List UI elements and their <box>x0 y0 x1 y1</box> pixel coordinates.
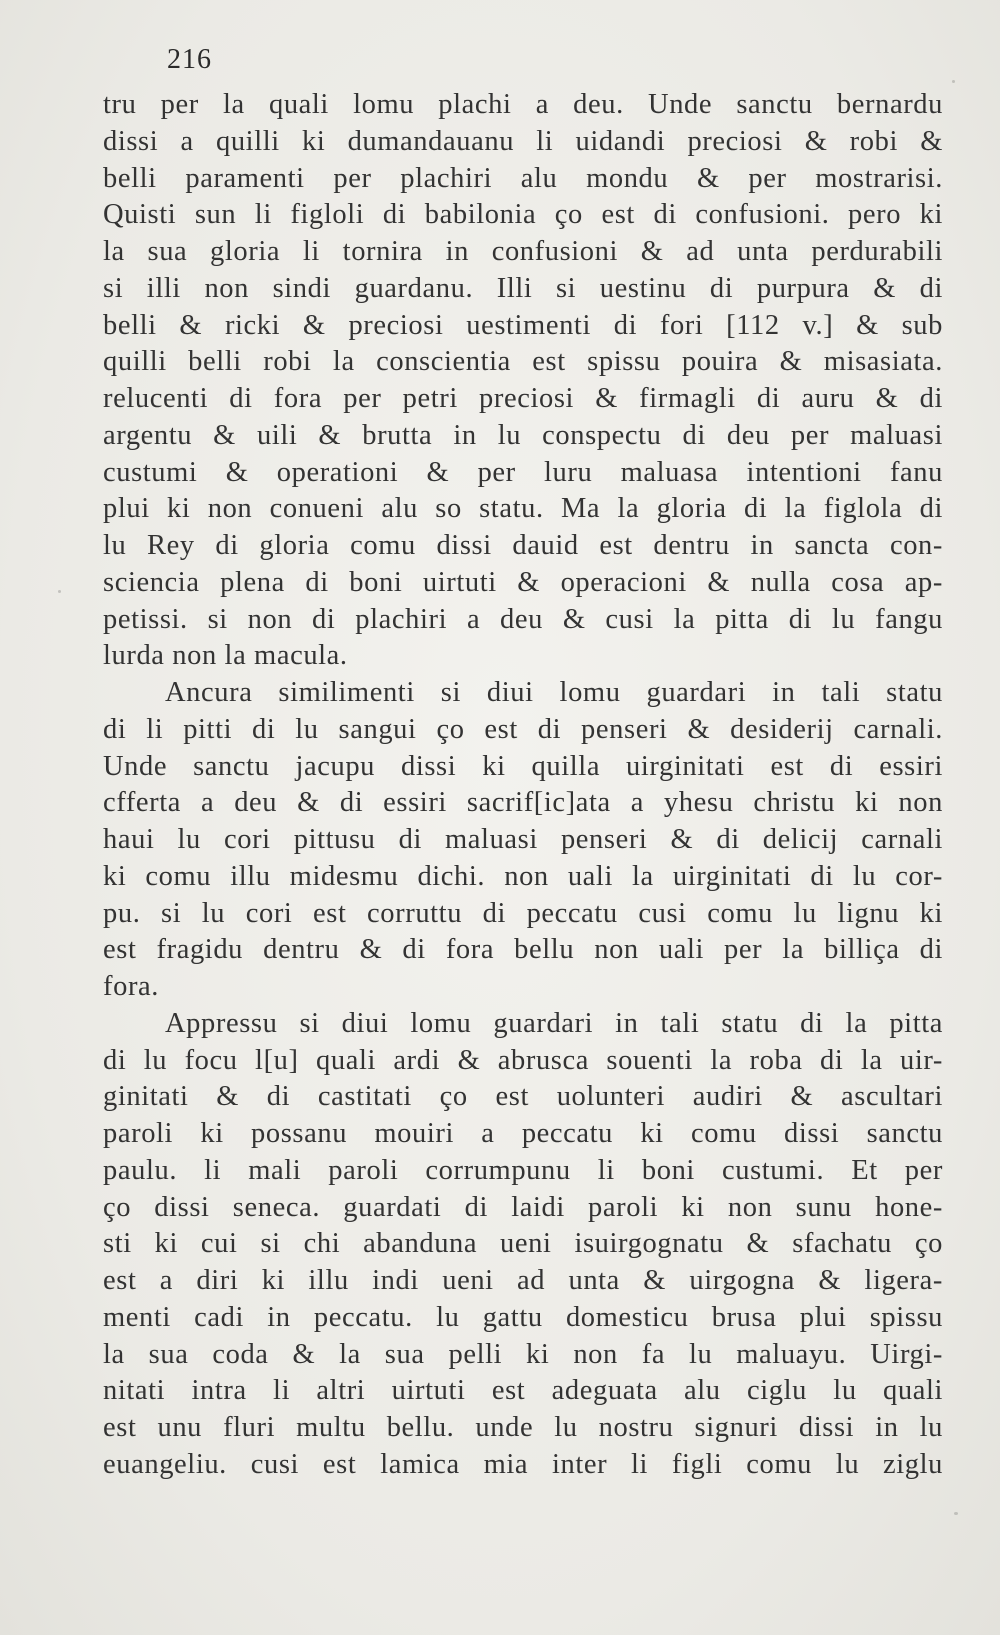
text-line: relucenti di fora per petri preciosi & firmagli di auru & di <box>103 383 943 414</box>
text-line: menti cadi in peccatu. lu gattu domesticu brusa plui spissu <box>103 1301 943 1333</box>
text-line: ki comu illu midesmu dichi. non uali la uirginitati di lu cor- <box>103 860 943 892</box>
text-line: paulu. li mali paroli corrumpunu li boni custumi. Et per <box>103 1154 943 1186</box>
text-line: di lu focu l[u] quali ardi & abrusca souenti la roba di la uir- <box>103 1044 943 1076</box>
text-line: cfferta a deu & di essiri sacrif[ic]ata a yhesu christu ki non <box>103 787 943 819</box>
text-line: fora. <box>103 971 160 1002</box>
text-line: la sua gloria li tornira in confusioni & ad unta perdurabili <box>103 236 943 267</box>
text-line: belli paramenti per plachiri alu mondu & per mostrarisi. <box>103 162 943 194</box>
text-line: euangeliu. cusi est lamica mia inter li figli comu lu ziglu <box>103 1448 943 1480</box>
text-line: Appressu si diui lomu guardari in tali statu di la pitta <box>165 1007 943 1039</box>
text-line: si illi non sindi guardanu. Illi si uestinu di purpura & di <box>103 272 943 304</box>
text-line: lu Rey di gloria comu dissi dauid est dentru in sancta con- <box>103 530 943 561</box>
text-line: sciencia plena di boni uirtuti & operacioni & nulla cosa ap- <box>103 566 943 598</box>
text-line: est unu fluri multu bellu. unde lu nostru signuri dissi in lu <box>103 1412 943 1443</box>
text-line: petissi. si non di plachiri a deu & cusi la pitta di lu fangu <box>103 603 943 635</box>
text-line: argentu & uili & brutta in lu conspectu di deu per maluasi <box>103 419 943 451</box>
text-line: di li pitti di lu sangui ço est di penseri & desiderij carnali. <box>103 713 943 745</box>
text-line: belli & ricki & preciosi uestimenti di fori [112 v.] & sub <box>103 309 943 341</box>
page-number: 216 <box>167 44 212 75</box>
text-line: sti ki cui si chi abanduna ueni isuirgognatu & sfachatu ço <box>103 1228 943 1260</box>
body-text <box>103 87 943 1484</box>
text-line: Quisti sun li figloli di babilonia ço est di confusioni. pero ki <box>103 199 943 231</box>
text-line: custumi & operationi & per luru maluasa intentioni fanu <box>103 456 943 488</box>
text-line: est a diri ki illu indi ueni ad unta & uirgogna & ligera- <box>103 1265 943 1296</box>
text-line: la sua coda & la sua pelli ki non fa lu maluayu. Uirgi- <box>103 1338 943 1370</box>
text-line: ginitati & di castitati ço est uolunteri audiri & ascultari <box>103 1081 943 1113</box>
text-line: nitati intra li altri uirtuti est adeguata alu ciglu lu quali <box>103 1375 943 1407</box>
paper-speck <box>954 1512 958 1515</box>
text-line: Ancura similimenti si diui lomu guardari in tali statu <box>165 677 943 708</box>
text-line: ço dissi seneca. guardati di laidi paroli ki non sunu hone- <box>103 1191 943 1223</box>
text-line: est fragidu dentru & di fora bellu non uali per la billiça di <box>103 934 943 966</box>
text-line: lurda non la macula. <box>103 640 348 672</box>
text-line: quilli belli robi la conscientia est spissu pouira & misasiata. <box>103 346 943 378</box>
paper-speck <box>952 80 955 83</box>
text-line: paroli ki possanu mouiri a peccatu ki comu dissi sanctu <box>103 1118 943 1149</box>
text-line: Unde sanctu jacupu dissi ki quilla uirginitati est di essiri <box>103 750 943 782</box>
text-line: haui lu cori pittusu di maluasi penseri & di delicij carnali <box>103 824 943 855</box>
paper-speck <box>58 590 61 593</box>
text-line: tru per la quali lomu plachi a deu. Unde sanctu bernardu <box>103 89 943 120</box>
text-line: plui ki non conueni alu so statu. Ma la gloria di la figlola di <box>103 493 943 525</box>
text-line: pu. si lu cori est corruttu di peccatu cusi comu lu lignu ki <box>103 897 943 929</box>
text-line: dissi a quilli ki dumandauanu li uidandi preciosi & robi & <box>103 125 943 157</box>
